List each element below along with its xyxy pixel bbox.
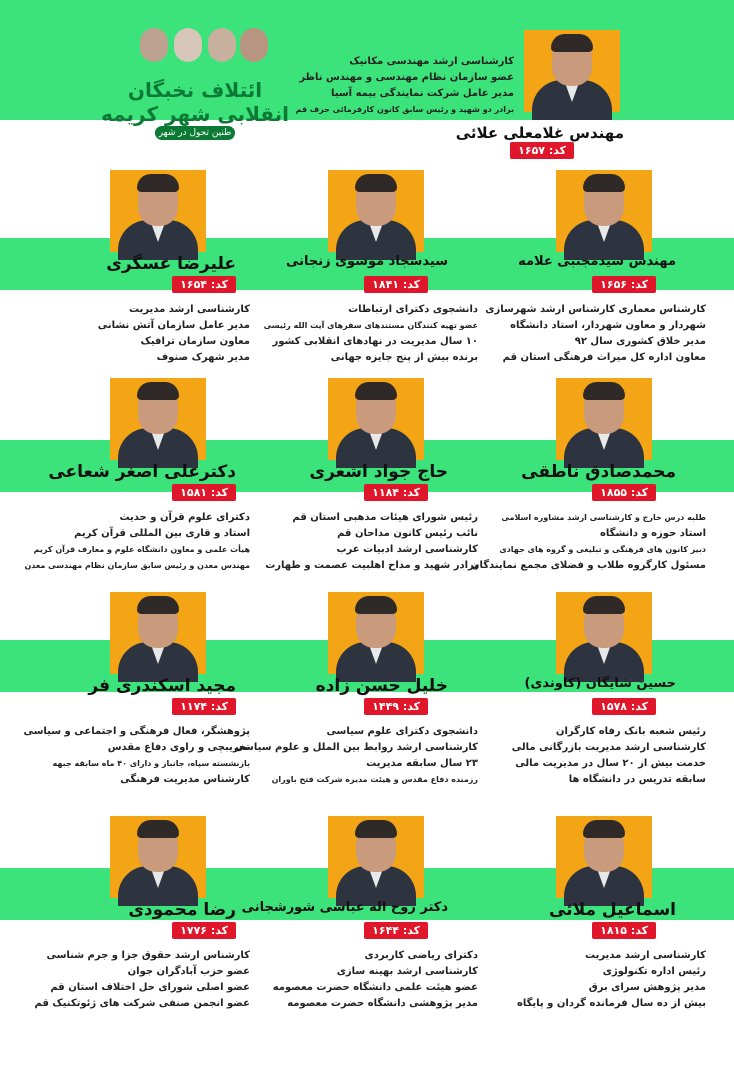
candidate-code-badge: کد: ۱۵۸۱ bbox=[172, 484, 236, 501]
logo-slogan: طنین تحول در شهر bbox=[155, 126, 235, 140]
logo-title: ائتلاف نخبگان انقلابی شهر کریمه bbox=[100, 78, 290, 126]
candidate-name: سیدسجاد موسوی زنجانی bbox=[285, 254, 448, 269]
candidate-name: حاج جواد اشعری bbox=[309, 462, 448, 482]
candidate-code-badge: کد: ۱۵۷۸ bbox=[592, 698, 656, 715]
candidate-code-badge: کد: ۱۸۵۵ bbox=[592, 484, 656, 501]
candidate-photo bbox=[524, 30, 620, 112]
candidate-bio: پژوهشگر، فعال فرهنگی و اجتماعی و سیاسی تخریبچی و راوی دفاع مقدس بازنشسته سپاه، جانباز و دارای ۴۰ ماه سابقه جبهه کارشناس مدیریت فرهنگی bbox=[23, 726, 250, 785]
candidate-bio: رئیس شعبه بانک رفاه کارگران کارشناسی ارشد مدیریت بازرگانی مالی خدمت بیش از ۲۰ سال در مدیریت مالی سابقه تدریس در دانشگاه ها bbox=[511, 726, 706, 785]
candidate-bio: دانشجوی دکترای ارتباطات عضو تهیه کنندگان مستندهای سفرهای آیت الله رئیسی ۱۰ سال مدیریت در نهادهای انقلابی کشور برنده بیش از پنج جایزه جهانی bbox=[263, 304, 478, 363]
candidate-code-badge: کد: ۱۶۴۴ bbox=[364, 922, 428, 939]
candidate-code-badge: کد: ۱۶۵۷ bbox=[510, 142, 574, 159]
leaders-portraits bbox=[140, 20, 270, 80]
coalition-logo bbox=[100, 10, 290, 160]
candidate-name: خلیل حسن زاده bbox=[315, 676, 448, 696]
candidate-bio: دکترای ریاضی کاربردی کارشناسی ارشد بهینه سازی عضو هیئت علمی دانشگاه حضرت معصومه مدیر پژوهشی دانشگاه حضرت معصومه bbox=[272, 950, 478, 1009]
candidate-photo bbox=[556, 592, 652, 674]
candidate-code-badge: کد: ۱۱۸۴ bbox=[364, 484, 428, 501]
candidate-code-badge: کد: ۱۱۷۴ bbox=[172, 698, 236, 715]
candidate-code-badge: کد: ۱۸۴۱ bbox=[364, 276, 428, 293]
candidate-name: حسین شایگان (کاوندی) bbox=[524, 676, 676, 691]
candidate-photo bbox=[110, 378, 206, 460]
candidate-bio: کارشناسی ارشد مدیریت مدیر عامل سازمان آتش نشانی معاون سازمان ترافیک مدیر شهرک صنوف bbox=[97, 304, 250, 363]
candidate-bio: طلبه درس خارج و کارشناسی ارشد مشاوره اسلامی استاد حوزه و دانشگاه دبیر کانون های فرهنگی و تبلیغی و گروه های جهادی مسئول کارگروه طلاب و فضلای مجمع نمایندگان bbox=[470, 513, 706, 571]
candidate-name: رضا محمودی bbox=[128, 900, 236, 920]
candidate-name: مجید اسکندری فر bbox=[88, 676, 236, 696]
candidate-photo bbox=[110, 592, 206, 674]
candidate-name: اسماعیل ملائی bbox=[549, 900, 676, 920]
candidate-photo bbox=[110, 816, 206, 898]
candidate-photo bbox=[556, 816, 652, 898]
candidate-bio: دانشجوی دکترای علوم سیاسی کارشناسی ارشد روابط بین الملل و علوم سیاسی ۲۳ سال سابقه مدیریت رزمنده دفاع مقدس و هیئت مدیره شرکت فتح باوران bbox=[233, 726, 478, 784]
candidate-name: مهندس غلامعلی علائی bbox=[455, 124, 624, 142]
candidate-code-badge: کد: ۱۶۵۴ bbox=[172, 276, 236, 293]
candidate-bio: کارشناس معماری کارشناس ارشد شهرسازی شهردار و معاون شهردار، استاد دانشگاه مدیر خلاق کشوری سال ۹۲ معاون اداره کل میراث فرهنگی استان قم bbox=[485, 304, 706, 363]
candidate-name: محمدصادق ناطقی bbox=[521, 462, 676, 482]
candidate-code-badge: کد: ۱۸۱۵ bbox=[592, 922, 656, 939]
candidate-bio: کارشناس ارشد حقوق جزا و جرم شناسی عضو حزب آبادگران جوان عضو اصلی شورای حل اختلاف استان قم عضو انجمن صنفی شرکت های ژئوتکنیک قم bbox=[34, 950, 250, 1009]
candidate-photo bbox=[328, 378, 424, 460]
candidate-code-badge: کد: ۱۷۷۶ bbox=[172, 922, 236, 939]
candidate-name: علیرضا عسگری bbox=[106, 254, 236, 274]
candidate-photo bbox=[556, 378, 652, 460]
candidate-bio: دکترای علوم قرآن و حدیث استاد و قاری بین المللی قرآن کریم هیأت علمی و معاون دانشگاه علوم و معارف قرآن کریم مهندس معدن و رئیس سابق سازمان نظام مهندسی معدن bbox=[24, 512, 250, 570]
candidate-photo bbox=[110, 170, 206, 252]
candidate-bio: کارشناسی ارشد مدیریت رئیس اداره تکنولوژی مدیر پژوهش سرای برق بیش از ده سال فرمانده گردان و پایگاه bbox=[516, 950, 706, 1009]
candidate-bio: کارشناسی ارشد مهندسی مکانیک عضو سازمان نظام مهندسی و مهندس ناظر مدیر عامل شرکت نمایندگی بیمه آسیا برادر دو شهید و رئیس سابق کانون کارفرمائی حرف قم bbox=[295, 56, 514, 114]
candidate-code-badge: کد: ۱۴۴۹ bbox=[364, 698, 428, 715]
candidate-code-badge: کد: ۱۶۵۶ bbox=[592, 276, 656, 293]
candidate-name: مهندس سیدمجتبی علامه bbox=[518, 254, 676, 269]
candidate-photo bbox=[328, 816, 424, 898]
candidate-photo bbox=[328, 170, 424, 252]
candidate-name: دکترعلی اصغر شعاعی bbox=[48, 462, 236, 482]
candidate-name: دکتر روح اله عباسی شورشجانی bbox=[241, 900, 448, 915]
candidate-photo bbox=[556, 170, 652, 252]
candidate-bio: رئیس شورای هیئات مذهبی استان قم نائب رئیس کانون مداحان قم کارشناسی ارشد ادبیات عرب برادر شهید و مداح اهلبیت عصمت و طهارت bbox=[265, 512, 478, 571]
candidate-photo bbox=[328, 592, 424, 674]
